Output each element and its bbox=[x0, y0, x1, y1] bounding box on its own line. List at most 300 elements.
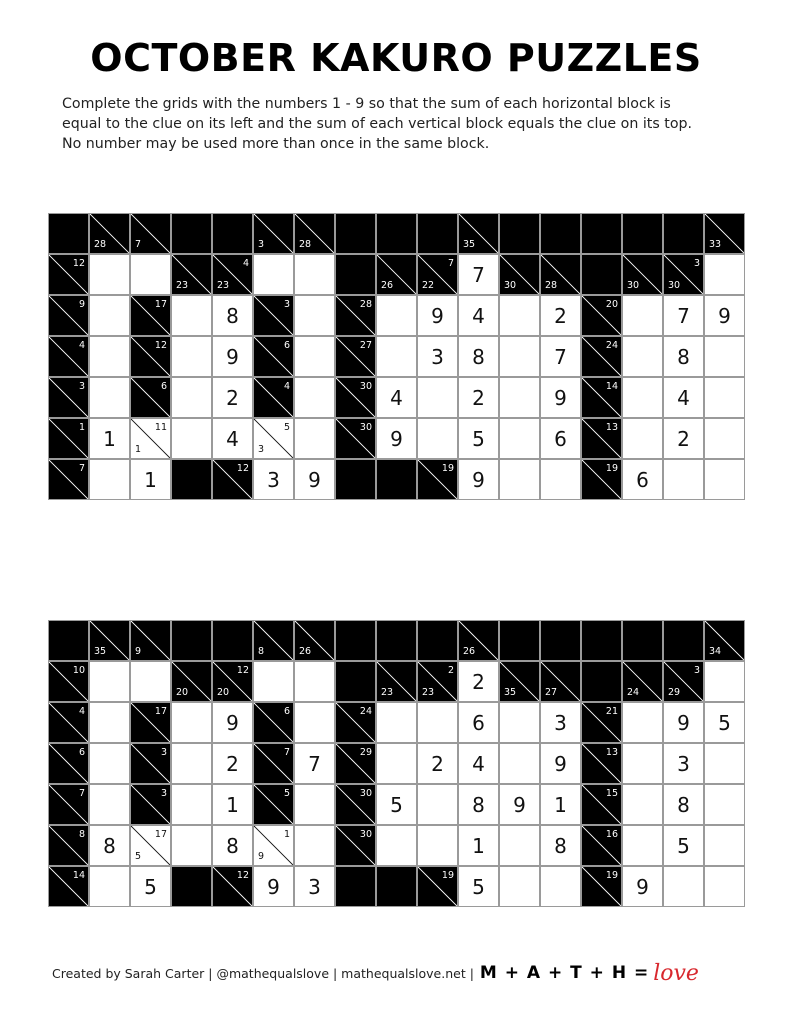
answer-cell[interactable] bbox=[540, 825, 581, 866]
across-clue: 14 bbox=[72, 870, 85, 881]
clue-cell bbox=[130, 336, 171, 377]
down-clue: 35 bbox=[504, 687, 517, 698]
down-clue: 26 bbox=[463, 646, 476, 657]
across-clue: 13 bbox=[605, 422, 618, 433]
answer-cell[interactable] bbox=[89, 336, 130, 377]
answer-cell[interactable] bbox=[376, 825, 417, 866]
kakuro-grid-1 bbox=[48, 213, 745, 500]
blocked-cell bbox=[663, 620, 704, 661]
answer-cell[interactable] bbox=[253, 661, 294, 702]
cell-value: 5 bbox=[718, 710, 731, 735]
answer-cell[interactable] bbox=[253, 254, 294, 295]
clue-cell bbox=[253, 377, 294, 418]
clue-cell bbox=[335, 702, 376, 743]
across-clue: 4 bbox=[242, 258, 249, 269]
blocked-cell bbox=[212, 620, 253, 661]
clue-cell bbox=[212, 459, 253, 500]
answer-cell[interactable] bbox=[704, 254, 745, 295]
cell-value: 3 bbox=[677, 751, 690, 776]
cell-value: 9 bbox=[718, 303, 731, 328]
clue-cell bbox=[294, 620, 335, 661]
clue-cell bbox=[171, 254, 212, 295]
answer-cell[interactable] bbox=[704, 661, 745, 702]
blocked-cell bbox=[171, 213, 212, 254]
answer-cell[interactable] bbox=[294, 702, 335, 743]
answer-cell[interactable] bbox=[294, 661, 335, 702]
cell-value: 3 bbox=[308, 874, 321, 899]
across-clue: 7 bbox=[78, 463, 85, 474]
down-clue: 29 bbox=[668, 687, 681, 698]
clue-cell bbox=[376, 254, 417, 295]
down-clue: 28 bbox=[299, 239, 312, 250]
answer-cell[interactable] bbox=[704, 702, 745, 743]
answer-cell[interactable] bbox=[663, 459, 704, 500]
answer-cell[interactable] bbox=[704, 459, 745, 500]
answer-cell[interactable] bbox=[704, 784, 745, 825]
clue-cell bbox=[581, 295, 622, 336]
blocked-cell bbox=[581, 213, 622, 254]
across-clue: 19 bbox=[605, 870, 618, 881]
answer-cell[interactable] bbox=[540, 866, 581, 907]
answer-cell[interactable] bbox=[294, 295, 335, 336]
across-clue: 30 bbox=[359, 788, 372, 799]
cell-value: 3 bbox=[267, 467, 280, 492]
cell-value: 7 bbox=[308, 751, 321, 776]
cell-value: 5 bbox=[677, 833, 690, 858]
cell-value: 6 bbox=[472, 710, 485, 735]
cell-value: 2 bbox=[554, 303, 567, 328]
answer-cell[interactable] bbox=[540, 784, 581, 825]
across-clue: 3 bbox=[693, 258, 700, 269]
answer-cell[interactable] bbox=[458, 825, 499, 866]
down-clue: 1 bbox=[135, 444, 142, 455]
answer-cell[interactable] bbox=[417, 743, 458, 784]
across-clue: 6 bbox=[78, 747, 85, 758]
cell-value: 9 bbox=[677, 710, 690, 735]
answer-cell[interactable] bbox=[89, 661, 130, 702]
clue-cell bbox=[130, 418, 171, 459]
across-clue: 19 bbox=[441, 870, 454, 881]
across-clue: 12 bbox=[236, 463, 249, 474]
answer-cell[interactable] bbox=[417, 825, 458, 866]
answer-cell[interactable] bbox=[499, 784, 540, 825]
across-clue: 8 bbox=[78, 829, 85, 840]
answer-cell[interactable] bbox=[540, 459, 581, 500]
footer-credit: Created by Sarah Carter | @mathequalslove | mathequalslove.net | bbox=[52, 965, 474, 981]
answer-cell[interactable] bbox=[499, 377, 540, 418]
answer-cell[interactable] bbox=[540, 418, 581, 459]
answer-cell[interactable] bbox=[704, 377, 745, 418]
down-clue: 22 bbox=[422, 280, 435, 291]
down-clue: 33 bbox=[709, 239, 722, 250]
across-clue: 3 bbox=[160, 788, 167, 799]
answer-cell[interactable] bbox=[212, 743, 253, 784]
answer-cell[interactable] bbox=[458, 254, 499, 295]
across-clue: 6 bbox=[283, 706, 290, 717]
cell-value: 3 bbox=[431, 344, 444, 369]
cell-value: 9 bbox=[513, 792, 526, 817]
cell-value: 5 bbox=[144, 874, 157, 899]
blocked-cell bbox=[171, 620, 212, 661]
answer-cell[interactable] bbox=[376, 295, 417, 336]
across-clue: 7 bbox=[283, 747, 290, 758]
clue-cell bbox=[89, 620, 130, 661]
cell-value: 2 bbox=[226, 751, 239, 776]
answer-cell[interactable] bbox=[253, 866, 294, 907]
cell-value: 8 bbox=[677, 344, 690, 369]
clue-cell bbox=[212, 661, 253, 702]
down-clue: 26 bbox=[299, 646, 312, 657]
down-clue: 30 bbox=[504, 280, 517, 291]
across-clue: 21 bbox=[605, 706, 618, 717]
down-clue: 26 bbox=[381, 280, 394, 291]
answer-cell[interactable] bbox=[417, 295, 458, 336]
answer-cell[interactable] bbox=[458, 661, 499, 702]
blocked-cell bbox=[376, 459, 417, 500]
blocked-cell bbox=[581, 620, 622, 661]
across-clue: 4 bbox=[78, 340, 85, 351]
clue-cell bbox=[130, 702, 171, 743]
clue-cell bbox=[704, 213, 745, 254]
answer-cell[interactable] bbox=[622, 743, 663, 784]
answer-cell[interactable] bbox=[212, 336, 253, 377]
across-clue: 10 bbox=[72, 665, 85, 676]
cell-value: 8 bbox=[226, 303, 239, 328]
answer-cell[interactable] bbox=[294, 784, 335, 825]
clue-cell bbox=[89, 213, 130, 254]
answer-cell[interactable] bbox=[622, 702, 663, 743]
clue-cell bbox=[48, 336, 89, 377]
cell-value: 9 bbox=[554, 751, 567, 776]
cell-value: 4 bbox=[472, 303, 485, 328]
clue-cell bbox=[253, 295, 294, 336]
cell-value: 9 bbox=[472, 467, 485, 492]
cell-value: 6 bbox=[554, 426, 567, 451]
across-clue: 6 bbox=[283, 340, 290, 351]
answer-cell[interactable] bbox=[376, 743, 417, 784]
answer-cell[interactable] bbox=[622, 336, 663, 377]
answer-cell[interactable] bbox=[622, 825, 663, 866]
blocked-cell bbox=[376, 620, 417, 661]
clue-cell bbox=[417, 661, 458, 702]
answer-cell[interactable] bbox=[89, 295, 130, 336]
cell-value: 1 bbox=[226, 792, 239, 817]
clue-cell bbox=[48, 784, 89, 825]
answer-cell[interactable] bbox=[458, 295, 499, 336]
clue-cell bbox=[335, 743, 376, 784]
clue-cell bbox=[253, 743, 294, 784]
clue-cell bbox=[48, 418, 89, 459]
answer-cell[interactable] bbox=[417, 784, 458, 825]
answer-cell[interactable] bbox=[253, 459, 294, 500]
blocked-cell bbox=[335, 459, 376, 500]
down-clue: 27 bbox=[545, 687, 558, 698]
blocked-cell bbox=[171, 866, 212, 907]
answer-cell[interactable] bbox=[663, 702, 704, 743]
answer-cell[interactable] bbox=[458, 866, 499, 907]
answer-cell[interactable] bbox=[171, 336, 212, 377]
across-clue: 9 bbox=[78, 299, 85, 310]
answer-cell[interactable] bbox=[622, 459, 663, 500]
blocked-cell bbox=[335, 866, 376, 907]
down-clue: 30 bbox=[627, 280, 640, 291]
clue-cell bbox=[622, 254, 663, 295]
answer-cell[interactable] bbox=[89, 377, 130, 418]
footer bbox=[52, 958, 699, 988]
clue-cell bbox=[581, 377, 622, 418]
clue-cell bbox=[376, 661, 417, 702]
answer-cell[interactable] bbox=[663, 743, 704, 784]
clue-cell bbox=[130, 295, 171, 336]
cell-value: 4 bbox=[226, 426, 239, 451]
cell-value: 4 bbox=[677, 385, 690, 410]
across-clue: 12 bbox=[154, 340, 167, 351]
answer-cell[interactable] bbox=[540, 743, 581, 784]
answer-cell[interactable] bbox=[294, 866, 335, 907]
answer-cell[interactable] bbox=[458, 784, 499, 825]
answer-cell[interactable] bbox=[704, 866, 745, 907]
answer-cell[interactable] bbox=[458, 336, 499, 377]
answer-cell[interactable] bbox=[622, 418, 663, 459]
down-clue: 23 bbox=[381, 687, 394, 698]
answer-cell[interactable] bbox=[704, 295, 745, 336]
answer-cell[interactable] bbox=[663, 825, 704, 866]
answer-cell[interactable] bbox=[663, 866, 704, 907]
answer-cell[interactable] bbox=[212, 702, 253, 743]
answer-cell[interactable] bbox=[171, 418, 212, 459]
answer-cell[interactable] bbox=[89, 743, 130, 784]
answer-cell[interactable] bbox=[499, 418, 540, 459]
across-clue: 28 bbox=[359, 299, 372, 310]
cell-value: 2 bbox=[677, 426, 690, 451]
across-clue: 24 bbox=[605, 340, 618, 351]
clue-cell bbox=[335, 418, 376, 459]
across-clue: 20 bbox=[605, 299, 618, 310]
blocked-cell bbox=[212, 213, 253, 254]
answer-cell[interactable] bbox=[540, 702, 581, 743]
clue-cell bbox=[130, 620, 171, 661]
answer-cell[interactable] bbox=[376, 336, 417, 377]
across-clue: 2 bbox=[447, 665, 454, 676]
clue-cell bbox=[417, 459, 458, 500]
across-clue: 27 bbox=[359, 340, 372, 351]
down-clue: 35 bbox=[463, 239, 476, 250]
blocked-cell bbox=[499, 213, 540, 254]
answer-cell[interactable] bbox=[89, 866, 130, 907]
answer-cell[interactable] bbox=[499, 702, 540, 743]
across-clue: 4 bbox=[283, 381, 290, 392]
blocked-cell bbox=[622, 620, 663, 661]
answer-cell[interactable] bbox=[499, 295, 540, 336]
across-clue: 19 bbox=[605, 463, 618, 474]
answer-cell[interactable] bbox=[663, 784, 704, 825]
cell-value: 9 bbox=[267, 874, 280, 899]
answer-cell[interactable] bbox=[130, 459, 171, 500]
answer-cell[interactable] bbox=[294, 254, 335, 295]
clue-cell bbox=[581, 702, 622, 743]
across-clue: 7 bbox=[447, 258, 454, 269]
blocked-cell bbox=[335, 620, 376, 661]
blocked-cell bbox=[581, 661, 622, 702]
down-clue: 9 bbox=[258, 851, 265, 862]
instructions bbox=[62, 94, 752, 154]
cell-value: 1 bbox=[103, 426, 116, 451]
clue-cell bbox=[48, 254, 89, 295]
answer-cell[interactable] bbox=[171, 377, 212, 418]
across-clue: 5 bbox=[283, 788, 290, 799]
blocked-cell bbox=[581, 254, 622, 295]
clue-cell bbox=[581, 866, 622, 907]
answer-cell[interactable] bbox=[704, 336, 745, 377]
answer-cell[interactable] bbox=[212, 784, 253, 825]
clue-cell bbox=[130, 743, 171, 784]
answer-cell[interactable] bbox=[622, 784, 663, 825]
cell-value: 9 bbox=[431, 303, 444, 328]
clue-cell bbox=[417, 866, 458, 907]
answer-cell[interactable] bbox=[294, 743, 335, 784]
answer-cell[interactable] bbox=[294, 377, 335, 418]
answer-cell[interactable] bbox=[212, 377, 253, 418]
down-clue: 28 bbox=[545, 280, 558, 291]
cell-value: 7 bbox=[472, 262, 485, 287]
blocked-cell bbox=[417, 620, 458, 661]
answer-cell[interactable] bbox=[89, 784, 130, 825]
answer-cell[interactable] bbox=[663, 418, 704, 459]
answer-cell[interactable] bbox=[458, 377, 499, 418]
answer-cell[interactable] bbox=[130, 254, 171, 295]
down-clue: 5 bbox=[135, 851, 142, 862]
answer-cell[interactable] bbox=[376, 784, 417, 825]
down-clue: 23 bbox=[217, 280, 230, 291]
blocked-cell bbox=[540, 213, 581, 254]
answer-cell[interactable] bbox=[417, 418, 458, 459]
answer-cell[interactable] bbox=[540, 295, 581, 336]
answer-cell[interactable] bbox=[171, 702, 212, 743]
across-clue: 30 bbox=[359, 829, 372, 840]
answer-cell[interactable] bbox=[458, 743, 499, 784]
answer-cell[interactable] bbox=[294, 418, 335, 459]
answer-cell[interactable] bbox=[376, 377, 417, 418]
answer-cell[interactable] bbox=[294, 825, 335, 866]
clue-cell bbox=[663, 254, 704, 295]
answer-cell[interactable] bbox=[376, 702, 417, 743]
answer-cell[interactable] bbox=[622, 295, 663, 336]
across-clue: 14 bbox=[605, 381, 618, 392]
answer-cell[interactable] bbox=[171, 825, 212, 866]
answer-cell[interactable] bbox=[417, 336, 458, 377]
answer-cell[interactable] bbox=[540, 336, 581, 377]
answer-cell[interactable] bbox=[417, 377, 458, 418]
blocked-cell bbox=[499, 620, 540, 661]
answer-cell[interactable] bbox=[212, 295, 253, 336]
clue-cell bbox=[130, 377, 171, 418]
answer-cell[interactable] bbox=[663, 377, 704, 418]
answer-cell[interactable] bbox=[89, 418, 130, 459]
answer-cell[interactable] bbox=[458, 459, 499, 500]
across-clue: 17 bbox=[154, 706, 167, 717]
blocked-cell bbox=[622, 213, 663, 254]
answer-cell[interactable] bbox=[171, 295, 212, 336]
across-clue: 15 bbox=[605, 788, 618, 799]
cell-value: 1 bbox=[144, 467, 157, 492]
instructions-line: equal to the clue on its left and the sum of each vertical block equals the clue on its top. bbox=[62, 116, 693, 132]
cell-value: 9 bbox=[636, 874, 649, 899]
answer-cell[interactable] bbox=[130, 866, 171, 907]
answer-cell[interactable] bbox=[171, 743, 212, 784]
page-title: OCTOBER KAKURO PUZZLES bbox=[90, 36, 702, 80]
answer-cell[interactable] bbox=[89, 459, 130, 500]
answer-cell[interactable] bbox=[704, 743, 745, 784]
answer-cell[interactable] bbox=[499, 743, 540, 784]
kakuro-grid-2 bbox=[48, 620, 745, 907]
answer-cell[interactable] bbox=[458, 418, 499, 459]
answer-cell[interactable] bbox=[417, 702, 458, 743]
down-clue: 8 bbox=[258, 646, 265, 657]
down-clue: 20 bbox=[176, 687, 189, 698]
blocked-cell bbox=[376, 213, 417, 254]
clue-cell bbox=[622, 661, 663, 702]
cell-value: 9 bbox=[226, 710, 239, 735]
clue-cell bbox=[253, 213, 294, 254]
cell-value: 2 bbox=[226, 385, 239, 410]
across-clue: 12 bbox=[236, 665, 249, 676]
clue-cell bbox=[704, 620, 745, 661]
answer-cell[interactable] bbox=[499, 866, 540, 907]
blocked-cell bbox=[540, 620, 581, 661]
answer-cell[interactable] bbox=[622, 866, 663, 907]
answer-cell[interactable] bbox=[622, 377, 663, 418]
blocked-cell bbox=[48, 213, 89, 254]
answer-cell[interactable] bbox=[540, 377, 581, 418]
answer-cell[interactable] bbox=[294, 459, 335, 500]
answer-cell[interactable] bbox=[663, 336, 704, 377]
across-clue: 5 bbox=[283, 422, 290, 433]
answer-cell[interactable] bbox=[294, 336, 335, 377]
across-clue: 29 bbox=[359, 747, 372, 758]
answer-cell[interactable] bbox=[89, 702, 130, 743]
cell-value: 3 bbox=[554, 710, 567, 735]
down-clue: 9 bbox=[135, 646, 142, 657]
clue-cell bbox=[48, 825, 89, 866]
clue-cell bbox=[212, 254, 253, 295]
cell-value: 5 bbox=[472, 426, 485, 451]
answer-cell[interactable] bbox=[212, 825, 253, 866]
answer-cell[interactable] bbox=[130, 661, 171, 702]
answer-cell[interactable] bbox=[89, 825, 130, 866]
answer-cell[interactable] bbox=[171, 784, 212, 825]
footer-love-logo: love bbox=[653, 960, 699, 986]
cell-value: 9 bbox=[226, 344, 239, 369]
clue-cell bbox=[335, 825, 376, 866]
clue-cell bbox=[130, 213, 171, 254]
answer-cell[interactable] bbox=[704, 825, 745, 866]
down-clue: 35 bbox=[94, 646, 107, 657]
answer-cell[interactable] bbox=[458, 702, 499, 743]
across-clue: 30 bbox=[359, 422, 372, 433]
answer-cell[interactable] bbox=[212, 418, 253, 459]
answer-cell[interactable] bbox=[499, 459, 540, 500]
answer-cell[interactable] bbox=[499, 825, 540, 866]
blocked-cell bbox=[376, 866, 417, 907]
clue-cell bbox=[294, 213, 335, 254]
cell-value: 4 bbox=[472, 751, 485, 776]
across-clue: 12 bbox=[72, 258, 85, 269]
answer-cell[interactable] bbox=[376, 418, 417, 459]
answer-cell[interactable] bbox=[499, 336, 540, 377]
answer-cell[interactable] bbox=[663, 295, 704, 336]
answer-cell[interactable] bbox=[89, 254, 130, 295]
answer-cell[interactable] bbox=[704, 418, 745, 459]
